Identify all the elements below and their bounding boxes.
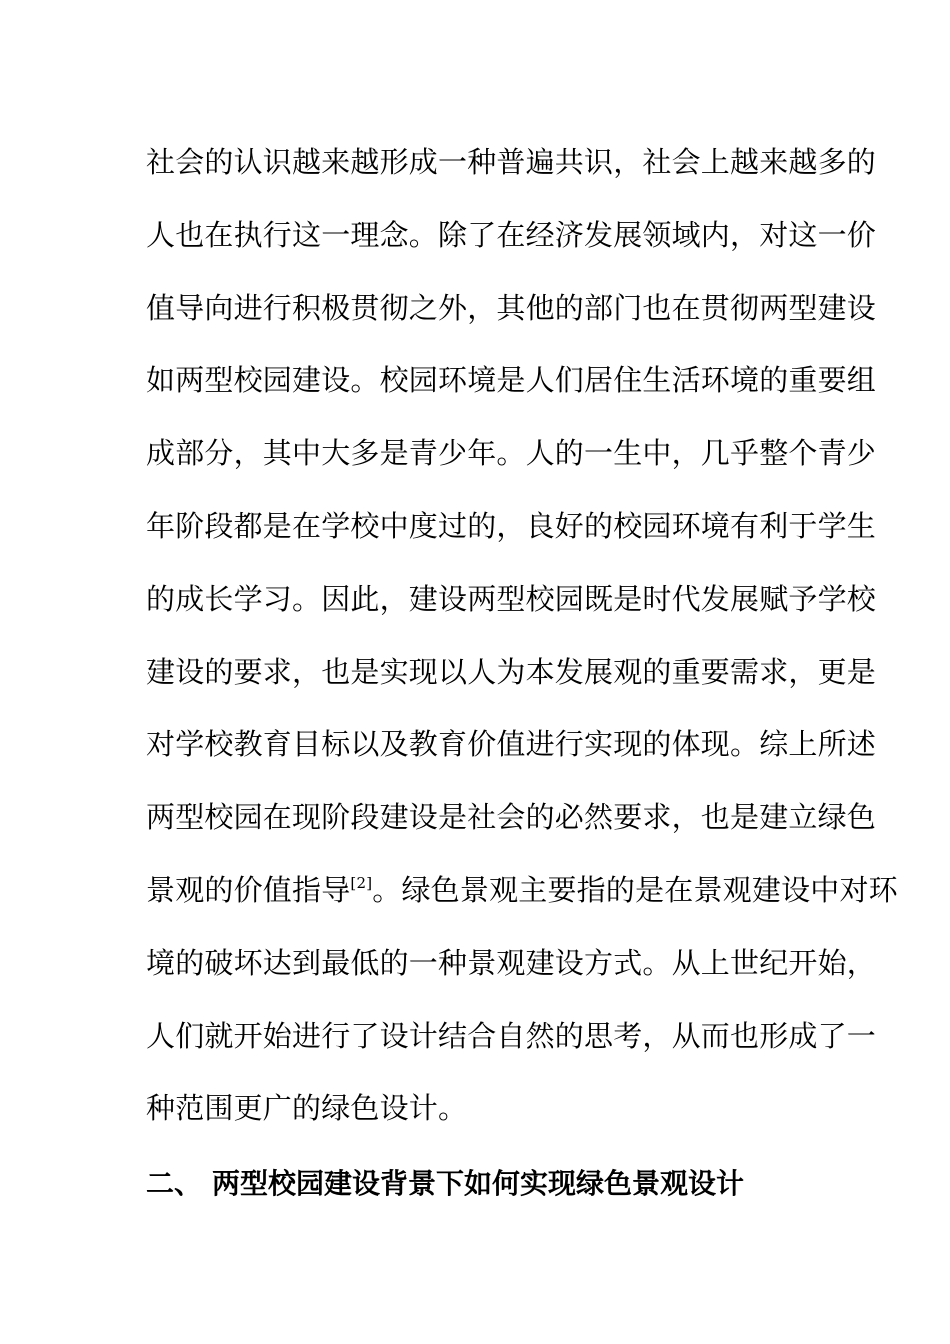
paragraph-line: 两型校园在现阶段建设是社会的必然要求，也是建立绿色 (146, 800, 877, 835)
paragraph-line: 境的破坏达到最低的一种景观建设方式。从上世纪开始， (146, 945, 877, 980)
paragraph-line: 人也在执行这一理念。除了在经济发展领域内，对这一价 (146, 217, 877, 252)
section-heading (146, 1160, 818, 1208)
paragraph-line: 社会的认识越来越形成一种普遍共识，社会上越来越多的 (146, 145, 877, 179)
paragraph-line-with-citation (146, 854, 898, 927)
paragraph-line: 建设的要求，也是实现以人为本发展观的重要需求，更是 (146, 654, 877, 689)
paragraph-line: 如两型校园建设。校园环境是人们居住生活环境的重要组 (146, 363, 877, 398)
citation-reference[interactable]: [2] (350, 873, 373, 892)
section-number: 二、 (146, 1167, 203, 1200)
body-paragraph (146, 126, 898, 1145)
section-title: 两型校园建设背景下如何实现绿色景观设计 (212, 1167, 745, 1200)
paragraph-line: 种范围更广的绿色设计。 (146, 1091, 468, 1126)
paragraph-line: 年阶段都是在学校中度过的，良好的校园环境有利于学生 (146, 508, 877, 543)
line-text-after-citation: 。绿色景观主要指的是在景观建设中对环 (372, 872, 898, 907)
line-text-before-citation: 景观的价值指导 (146, 872, 351, 907)
paragraph-line: 人们就开始进行了设计结合自然的思考，从而也形成了一 (146, 1018, 877, 1053)
paragraph-line: 对学校教育目标以及教育价值进行实现的体现。综上所述 (146, 727, 877, 762)
paragraph-line: 的成长学习。因此，建设两型校园既是时代发展赋予学校 (146, 581, 877, 616)
paragraph-line: 成部分，其中大多是青少年。人的一生中，几乎整个青少 (146, 436, 877, 471)
paragraph-line: 值导向进行积极贯彻之外，其他的部门也在贯彻两型建设 (146, 290, 877, 325)
